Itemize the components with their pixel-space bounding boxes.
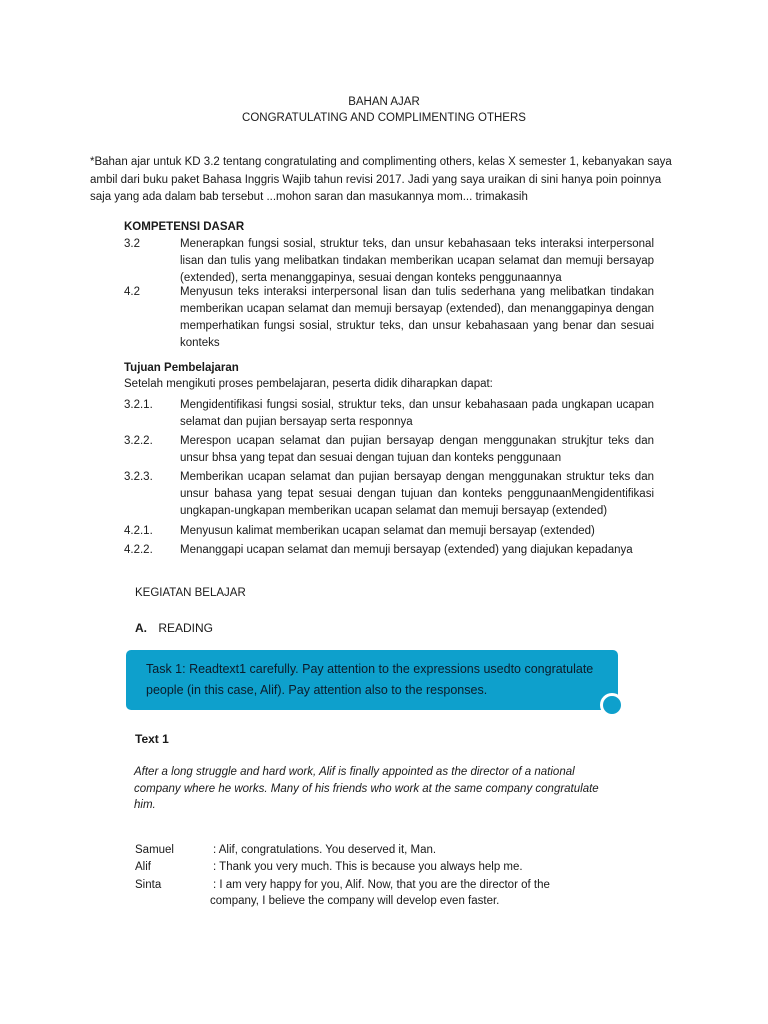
story-paragraph xyxy=(134,764,646,814)
dialogue-line: : Thank you very much. This is because you always help me. xyxy=(213,861,523,873)
tujuan-heading: Tujuan Pembelajaran xyxy=(124,362,239,374)
doc-subtitle: CONGRATULATING AND COMPLIMENTING OTHERS xyxy=(242,112,526,124)
story-line: company where he works. Many of his friends who work at the same company congratulate xyxy=(134,782,599,795)
item-text: Memberikan ucapan selamat dan pujian bersayap dengan menggunakan struktur teks dan unsur bahasa yang tepat sesuai dengan tujuan dan konteks penggunaanMengidentifikasi ungkapan-ungkapan memberikan ucapan selamat dan memuji bersayap (extended) xyxy=(180,471,654,517)
story-line: him. xyxy=(134,799,156,811)
item-number: 4.2.1. xyxy=(124,525,153,537)
intro-line: saja yang ada dalam bab tersebut ...mohon saran dan masukannya mom... trimakasih xyxy=(90,191,528,203)
dialogue-line: : I am very happy for you, Alif. Now, that you are the director of the xyxy=(213,879,550,891)
item-text: Menyusun teks interaksi interpersonal lisan dan tulis sederhana yang melibatkan tindakan memberikan ucapan selamat dan memuji bersayap (extended), dan menanggapinya dengan memperhatikan fungsi sosial, struktur teks, dan unsur kebahasaan yang benar dan sesuai konteks xyxy=(180,286,654,349)
doc-title: BAHAN AJAR xyxy=(348,96,420,108)
item-number: 4.2 xyxy=(124,286,140,298)
item-text: Mengidentifikasi fungsi sosial, struktur teks, dan unsur kebahasaan pada ungkapan ucapan selamat dan pujian bersayap serta responnya xyxy=(180,399,654,428)
circle-icon xyxy=(600,693,624,717)
item-text: Menyusun kalimat memberikan ucapan selamat dan memuji bersayap (extended) xyxy=(180,525,595,537)
item-number: 3.2.3. xyxy=(124,471,153,483)
dialogue-continuation: company, I believe the company will develop even faster. xyxy=(210,895,500,907)
kegiatan-heading: KEGIATAN BELAJAR xyxy=(135,587,246,599)
dialogue-speaker: Sinta xyxy=(135,879,162,891)
task-line1: Readtext1 carefully. Pay attention to the expressions usedto congratulate xyxy=(185,662,594,676)
task-instructions xyxy=(146,659,616,701)
intro-paragraph xyxy=(90,154,678,207)
story-line: After a long struggle and hard work, Alif is finally appointed as the director of a national xyxy=(134,766,575,778)
item-text: Menerapkan fungsi sosial, struktur teks, dan unsur kebahasaan teks interaksi interpersonal lisan dan tulis yang melibatkan tindakan memberikan ucapan selamat dan memuji bersayap (extended), serta menanggapinya, sesuai dengan konteks penggunaannya xyxy=(180,238,654,284)
dialogue-speaker: Alif xyxy=(135,861,151,873)
section-heading xyxy=(135,621,213,635)
intro-line: ambil dari buku paket Bahasa Inggris Wajib tahun revisi 2017. Jadi yang saya uraikan di sini hanya poin poinnya xyxy=(90,173,662,186)
dialogue-line: : Alif, congratulations. You deserved it, Man. xyxy=(213,844,437,856)
kompetensi-heading: KOMPETENSI DASAR xyxy=(124,221,245,233)
item-text: Merespon ucapan selamat dan pujian bersayap dengan menggunakan strukjtur teks dan unsur bhsa yang tepat dan sesuai dengan tujuan dan konteks penggunaan xyxy=(180,435,654,464)
item-text: Menanggapi ucapan selamat dan memuji bersayap (extended) yang diajukan kepadanya xyxy=(180,544,633,556)
tujuan-lead: Setelah mengikuti proses pembelajaran, peserta didik diharapkan dapat: xyxy=(124,378,493,390)
task-label: Task 1: xyxy=(146,662,186,676)
item-number: 3.2 xyxy=(124,238,140,250)
dialogue-speaker: Samuel xyxy=(135,844,174,856)
task-line2: people (in this case, Alif). Pay attention also to the responses. xyxy=(146,683,488,697)
item-number: 3.2.1. xyxy=(124,399,153,411)
task-callout xyxy=(126,650,618,710)
item-number: 4.2.2. xyxy=(124,544,153,556)
task-line xyxy=(146,659,616,680)
section-letter: A. xyxy=(135,621,147,635)
item-number: 3.2.2. xyxy=(124,435,153,447)
section-title: READING xyxy=(158,621,214,635)
text1-heading: Text 1 xyxy=(135,732,169,746)
intro-line: *Bahan ajar untuk KD 3.2 tentang congratulating and complimenting others, kelas X semester 1, kebanyakan saya xyxy=(90,156,672,168)
